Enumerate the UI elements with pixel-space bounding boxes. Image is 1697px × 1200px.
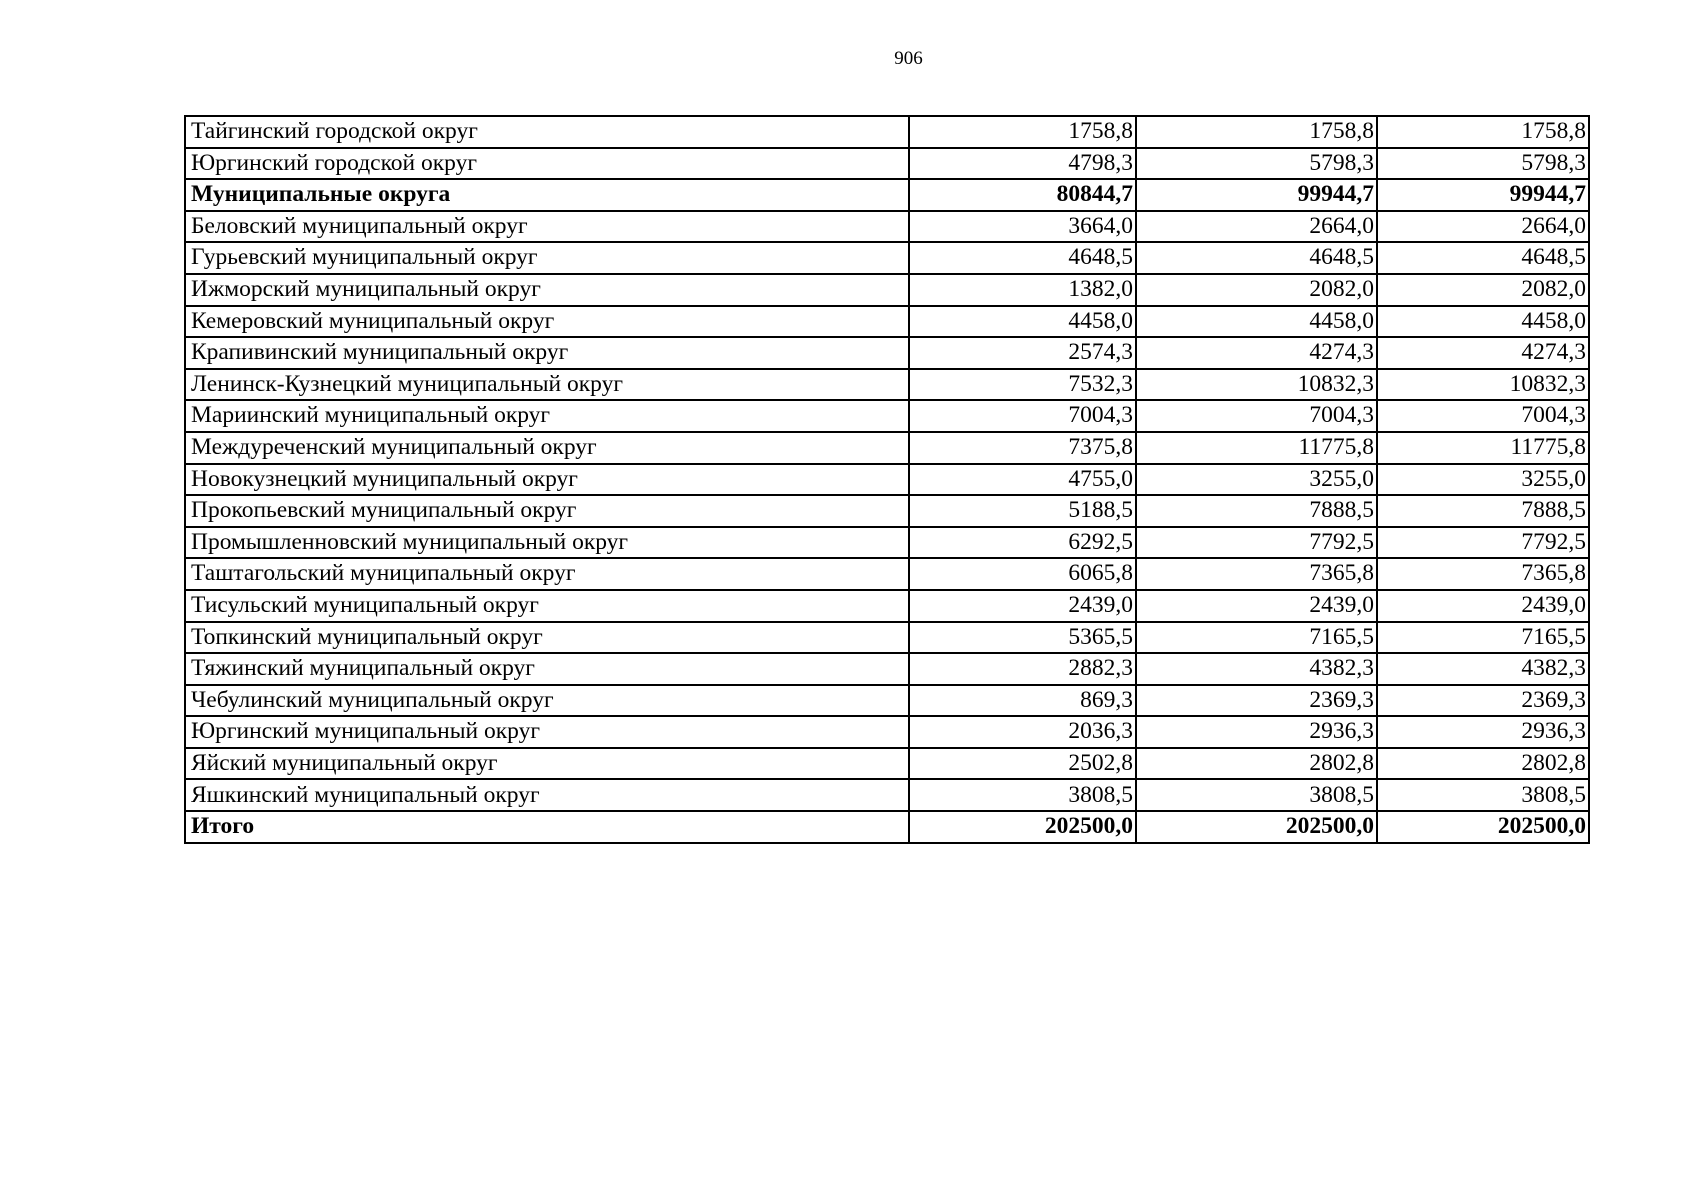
- row-value-3-cell: 7365,8: [1377, 558, 1589, 590]
- row-name-cell: Ижморский муниципальный округ: [185, 274, 909, 306]
- table-row: [185, 274, 1589, 306]
- row-name-cell: Промышленновский муниципальный округ: [185, 527, 909, 559]
- row-value-3-cell: 2936,3: [1377, 716, 1589, 748]
- row-value-2-cell: 2664,0: [1136, 211, 1377, 243]
- row-value-1-cell: 3808,5: [909, 779, 1136, 811]
- row-value-3-cell: 3808,5: [1377, 779, 1589, 811]
- table-row: [185, 558, 1589, 590]
- row-name-cell: Мариинский муниципальный округ: [185, 400, 909, 432]
- row-value-1-cell: 80844,7: [909, 179, 1136, 211]
- row-value-1-cell: 7532,3: [909, 369, 1136, 401]
- row-value-1-cell: 2574,3: [909, 337, 1136, 369]
- row-value-3-cell: 5798,3: [1377, 148, 1589, 180]
- row-name-cell: Ленинск-Кузнецкий муниципальный округ: [185, 369, 909, 401]
- row-value-3-cell: 7792,5: [1377, 527, 1589, 559]
- row-value-1-cell: 2439,0: [909, 590, 1136, 622]
- table-row: [185, 116, 1589, 148]
- row-value-2-cell: 4648,5: [1136, 242, 1377, 274]
- row-value-3-cell: 99944,7: [1377, 179, 1589, 211]
- table-row: [185, 527, 1589, 559]
- row-value-1-cell: 4458,0: [909, 306, 1136, 338]
- row-value-1-cell: 202500,0: [909, 811, 1136, 843]
- row-value-2-cell: 5798,3: [1136, 148, 1377, 180]
- table-row: [185, 179, 1589, 211]
- table-row: [185, 369, 1589, 401]
- table-row: [185, 653, 1589, 685]
- table-row: [185, 148, 1589, 180]
- row-name-cell: Яйский муниципальный округ: [185, 748, 909, 780]
- table-row: [185, 748, 1589, 780]
- row-name-cell: Топкинский муниципальный округ: [185, 622, 909, 654]
- row-value-2-cell: 11775,8: [1136, 432, 1377, 464]
- row-value-2-cell: 7365,8: [1136, 558, 1377, 590]
- row-value-3-cell: 7165,5: [1377, 622, 1589, 654]
- row-value-1-cell: 6065,8: [909, 558, 1136, 590]
- row-value-3-cell: 2082,0: [1377, 274, 1589, 306]
- table-body: [185, 116, 1589, 843]
- table-row: [185, 306, 1589, 338]
- row-name-cell: Яшкинский муниципальный округ: [185, 779, 909, 811]
- row-value-2-cell: 202500,0: [1136, 811, 1377, 843]
- row-value-1-cell: 7375,8: [909, 432, 1136, 464]
- budget-table: [184, 115, 1590, 844]
- table-row: [185, 400, 1589, 432]
- row-name-cell: Таштагольский муниципальный округ: [185, 558, 909, 590]
- row-value-1-cell: 2502,8: [909, 748, 1136, 780]
- row-value-3-cell: 2369,3: [1377, 685, 1589, 717]
- row-name-cell: Чебулинский муниципальный округ: [185, 685, 909, 717]
- row-value-1-cell: 4648,5: [909, 242, 1136, 274]
- row-value-3-cell: 11775,8: [1377, 432, 1589, 464]
- row-value-3-cell: 10832,3: [1377, 369, 1589, 401]
- table-row: [185, 432, 1589, 464]
- row-value-1-cell: 2882,3: [909, 653, 1136, 685]
- row-value-1-cell: 869,3: [909, 685, 1136, 717]
- row-value-2-cell: 7888,5: [1136, 495, 1377, 527]
- row-name-cell: Междуреченский муниципальный округ: [185, 432, 909, 464]
- row-value-2-cell: 2369,3: [1136, 685, 1377, 717]
- row-value-2-cell: 4274,3: [1136, 337, 1377, 369]
- row-value-3-cell: 4648,5: [1377, 242, 1589, 274]
- row-name-cell: Юргинский городской округ: [185, 148, 909, 180]
- row-value-2-cell: 2439,0: [1136, 590, 1377, 622]
- table-row: [185, 590, 1589, 622]
- row-value-1-cell: 3664,0: [909, 211, 1136, 243]
- row-value-3-cell: 4382,3: [1377, 653, 1589, 685]
- row-value-2-cell: 3808,5: [1136, 779, 1377, 811]
- row-value-3-cell: 2664,0: [1377, 211, 1589, 243]
- table-row: [185, 811, 1589, 843]
- row-name-cell: Беловский муниципальный округ: [185, 211, 909, 243]
- row-value-3-cell: 202500,0: [1377, 811, 1589, 843]
- row-value-3-cell: 2439,0: [1377, 590, 1589, 622]
- row-value-3-cell: 7888,5: [1377, 495, 1589, 527]
- row-name-cell: Новокузнецкий муниципальный округ: [185, 464, 909, 496]
- row-value-3-cell: 2802,8: [1377, 748, 1589, 780]
- row-value-2-cell: 10832,3: [1136, 369, 1377, 401]
- row-value-1-cell: 5188,5: [909, 495, 1136, 527]
- row-name-cell: Прокопьевский муниципальный округ: [185, 495, 909, 527]
- row-value-3-cell: 4458,0: [1377, 306, 1589, 338]
- row-value-2-cell: 2082,0: [1136, 274, 1377, 306]
- row-value-1-cell: 6292,5: [909, 527, 1136, 559]
- row-value-1-cell: 4798,3: [909, 148, 1136, 180]
- row-name-cell: Тайгинский городской округ: [185, 116, 909, 148]
- row-value-2-cell: 99944,7: [1136, 179, 1377, 211]
- row-name-cell: Гурьевский муниципальный округ: [185, 242, 909, 274]
- row-name-cell: Муниципальные округа: [185, 179, 909, 211]
- row-name-cell: Крапивинский муниципальный округ: [185, 337, 909, 369]
- row-value-3-cell: 3255,0: [1377, 464, 1589, 496]
- row-value-1-cell: 7004,3: [909, 400, 1136, 432]
- row-value-1-cell: 1758,8: [909, 116, 1136, 148]
- table-row: [185, 685, 1589, 717]
- table-row: [185, 464, 1589, 496]
- row-value-1-cell: 5365,5: [909, 622, 1136, 654]
- row-value-2-cell: 2936,3: [1136, 716, 1377, 748]
- page-number: 906: [894, 48, 923, 69]
- row-name-cell: Тяжинский муниципальный округ: [185, 653, 909, 685]
- row-value-2-cell: 7792,5: [1136, 527, 1377, 559]
- row-value-1-cell: 2036,3: [909, 716, 1136, 748]
- row-value-2-cell: 3255,0: [1136, 464, 1377, 496]
- row-value-2-cell: 4382,3: [1136, 653, 1377, 685]
- table-row: [185, 242, 1589, 274]
- row-value-2-cell: 2802,8: [1136, 748, 1377, 780]
- table-row: [185, 337, 1589, 369]
- table-row: [185, 779, 1589, 811]
- row-value-1-cell: 1382,0: [909, 274, 1136, 306]
- row-value-3-cell: 4274,3: [1377, 337, 1589, 369]
- row-value-2-cell: 1758,8: [1136, 116, 1377, 148]
- row-value-3-cell: 7004,3: [1377, 400, 1589, 432]
- table-row: [185, 211, 1589, 243]
- row-name-cell: Итого: [185, 811, 909, 843]
- table-row: [185, 716, 1589, 748]
- row-name-cell: Юргинский муниципальный округ: [185, 716, 909, 748]
- row-value-2-cell: 7004,3: [1136, 400, 1377, 432]
- row-value-2-cell: 7165,5: [1136, 622, 1377, 654]
- row-name-cell: Тисульский муниципальный округ: [185, 590, 909, 622]
- table-row: [185, 495, 1589, 527]
- row-value-3-cell: 1758,8: [1377, 116, 1589, 148]
- table-row: [185, 622, 1589, 654]
- row-name-cell: Кемеровский муниципальный округ: [185, 306, 909, 338]
- row-value-2-cell: 4458,0: [1136, 306, 1377, 338]
- row-value-1-cell: 4755,0: [909, 464, 1136, 496]
